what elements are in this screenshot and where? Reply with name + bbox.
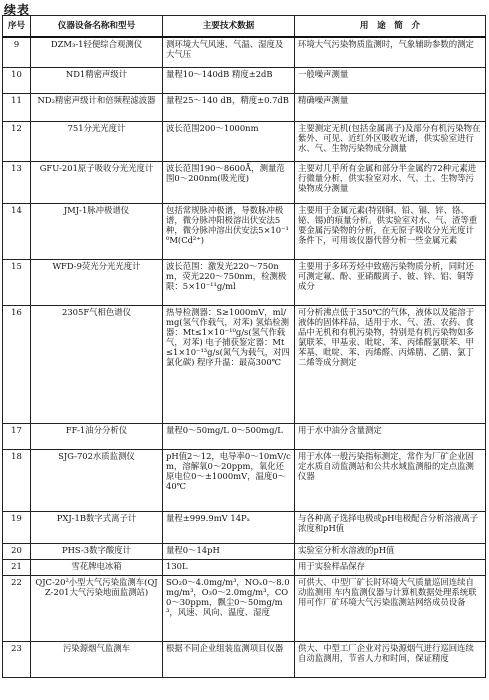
header-spec: 主要技术数据: [163, 16, 295, 38]
table-row: [3, 203, 486, 259]
table-row: [3, 121, 486, 161]
header-no: 序号: [3, 16, 31, 38]
row-no: 13: [3, 161, 31, 203]
row-name: PXJ-1B数字式离子计: [31, 511, 163, 543]
row-use: 主要测定无机(包括金属离子)及部分有机污染物在紫外、可见、近红外区吸收光谱，供实验室进行水、气、生物污染物成分测量: [295, 121, 486, 161]
page-heading: 续表: [4, 3, 31, 17]
row-no: 23: [3, 641, 31, 677]
table-row: [3, 449, 486, 511]
header-use: 用 途 简 介: [295, 16, 486, 38]
row-use: 用于实验样品保存: [295, 559, 486, 575]
table-row: [3, 305, 486, 423]
table-row: [3, 641, 486, 677]
row-name: ND1精密声级计: [31, 67, 163, 93]
row-name: 雪花牌电冰箱: [31, 559, 163, 575]
row-use: 用于水体一般污染指标测定，常作为厂矿企业固定水质自动监测站和公共水域监测船的定点监测仪器: [295, 449, 486, 511]
row-spec: SO₂0～4.0mg/m³，NOₓ0～8.0mg/m³，O₃0～2.0mg/m³，CO0～30ppm，飘尘0～50mg/m³，风速、风向、温度、湿度: [163, 575, 295, 641]
row-spec: 波长范围：激发光220～750nm，荧光220～750nm，检测极限：5×10⁻¹¹g/ml: [163, 259, 295, 305]
table-row: [3, 259, 486, 305]
table-row: [3, 543, 486, 559]
table-row: [3, 161, 486, 203]
row-name: FF-1油分分析仪: [31, 423, 163, 449]
table-row: [3, 423, 486, 449]
row-no: 22: [3, 575, 31, 641]
row-use: 精确噪声测量: [295, 93, 486, 121]
row-name: QJC-20²小型大气污染监测车(QJZ-201大气污染地面监测站): [31, 575, 163, 641]
row-spec: 测环境大气风速、气温、湿度及大气压: [163, 37, 295, 67]
row-no: 11: [3, 93, 31, 121]
row-no: 15: [3, 259, 31, 305]
table-row: [3, 93, 486, 121]
table-row: [3, 67, 486, 93]
row-name: 2305F气相色谱仪: [31, 305, 163, 423]
row-use: 可供大、中型厂矿长时环境大气质量巡回连续自动监测用 车内监测仪器与计算机数据处理系统联用可作厂矿环境大气污染监测站网络成员设备: [295, 575, 486, 641]
row-no: 19: [3, 511, 31, 543]
row-spec: 根据不同企业组装监测项目仪器: [163, 641, 295, 677]
row-spec: 包括常规脉冲极谱，导数脉冲极谱，微分脉冲阳极溶出伏安法5种，微分脉冲溶出伏安法5×10⁻¹⁰M(Cd²⁺): [163, 203, 295, 259]
table-header: [3, 16, 486, 38]
row-name: 污染源烟气监测车: [31, 641, 163, 677]
row-no: 20: [3, 543, 31, 559]
row-no: 21: [3, 559, 31, 575]
row-no: 10: [3, 67, 31, 93]
row-use: 供大、中型工厂企业对污染源烟气进行巡回连续自动监测用，节省人力和时间，保证精度: [295, 641, 486, 677]
row-use: 一般噪声测量: [295, 67, 486, 93]
row-spec: 量程25～140 dB，精度±0.7dB: [163, 93, 295, 121]
row-use: 与各种离子选择电极或pH电极配合分析溶液离子浓度和pH值: [295, 511, 486, 543]
row-name: ND₂精密声级计和倍频程滤波器: [31, 93, 163, 121]
row-use: 可分析沸点低于350℃的气体，液体以及能溶于液体的固体样品，适用于水、气、渣、农药、食品中无机和有机污染物，特别是有机污染物如多氯联苯、甲基汞、吡啶、苯、丙烯醛氯联苯、甲苯基、吡啶、苯、丙烯醛、丙烯腈、乙腈、氯丁二烯等成分测定: [295, 305, 486, 423]
row-spec: 波长范围190～8600Å，测量范围0～200nm(吸光度): [163, 161, 295, 203]
row-spec: 130L: [163, 559, 295, 575]
table-row: [3, 37, 486, 67]
equipment-table: [2, 15, 486, 678]
row-name: DZM₃-1轻便综合观测仪: [31, 37, 163, 67]
row-use: 主要用于多环芳烃中致癌污染物质分析，同时还可测定氟、酚、亚硝酸离子、铍、锌、铝、铜等成分: [295, 259, 486, 305]
row-no: 14: [3, 203, 31, 259]
row-name: SJG-702水质监测仪: [31, 449, 163, 511]
row-spec: 量程±999.9mV 14Pₓ: [163, 511, 295, 543]
row-no: 9: [3, 37, 31, 67]
row-no: 12: [3, 121, 31, 161]
row-spec: pH值2～12，电导率0～10mV/cm，溶解氧0～20ppm，氧化还原电位0～±1000mV，温度0～40℃: [163, 449, 295, 511]
table-row: [3, 559, 486, 575]
row-use: 主要对几乎所有金属和部分半金属约72种元素进行微量分析，供实验室对水、气、土、生物等污染物成分测量: [295, 161, 486, 203]
row-use: 主要用于金属元素(特别铜、铅、镉、锌、铬、铋、锡)的痕量分析。供实验室对水、气、渣等重要金属污染物的分析，在无原子吸收分光光度计条件下，可用该仪器代替分析一些金属元素: [295, 203, 486, 259]
row-spec: 波长范围200～1000nm: [163, 121, 295, 161]
row-name: WFD-9荧光分光光度计: [31, 259, 163, 305]
row-spec: 量程0～14pH: [163, 543, 295, 559]
row-name: 751分光光度计: [31, 121, 163, 161]
row-name: PHS-3数字酸度计: [31, 543, 163, 559]
header-name: 仪器设备名称和型号: [31, 16, 163, 38]
row-use: 用于水中油分含量测定: [295, 423, 486, 449]
row-name: JMJ-1脉冲极谱仪: [31, 203, 163, 259]
row-spec: 量程10～140dB 精度±2dB: [163, 67, 295, 93]
row-use: 实验室分析水溶液的pH值: [295, 543, 486, 559]
row-name: GFU-201原子吸收分光光度计: [31, 161, 163, 203]
row-no: 17: [3, 423, 31, 449]
table-row: [3, 575, 486, 641]
row-no: 16: [3, 305, 31, 423]
row-no: 18: [3, 449, 31, 511]
row-spec: 量程0～50mg/L 0～500mg/L: [163, 423, 295, 449]
row-use: 环境大气污染物质监测时，气象辅助参数的测定: [295, 37, 486, 67]
table-row: [3, 511, 486, 543]
row-spec: 热导检测器：S≥1000mV，ml/mg(氢气作载气，对苯) 氢焰检测器：Mt≤1×10⁻¹⁰g/s(氢气作载气，对苯) 电子捕获鉴定器：Mt≤1×10⁻¹³g/s(氮气为载气，对四氯化碳) 程序升温：最高300℃: [163, 305, 295, 423]
